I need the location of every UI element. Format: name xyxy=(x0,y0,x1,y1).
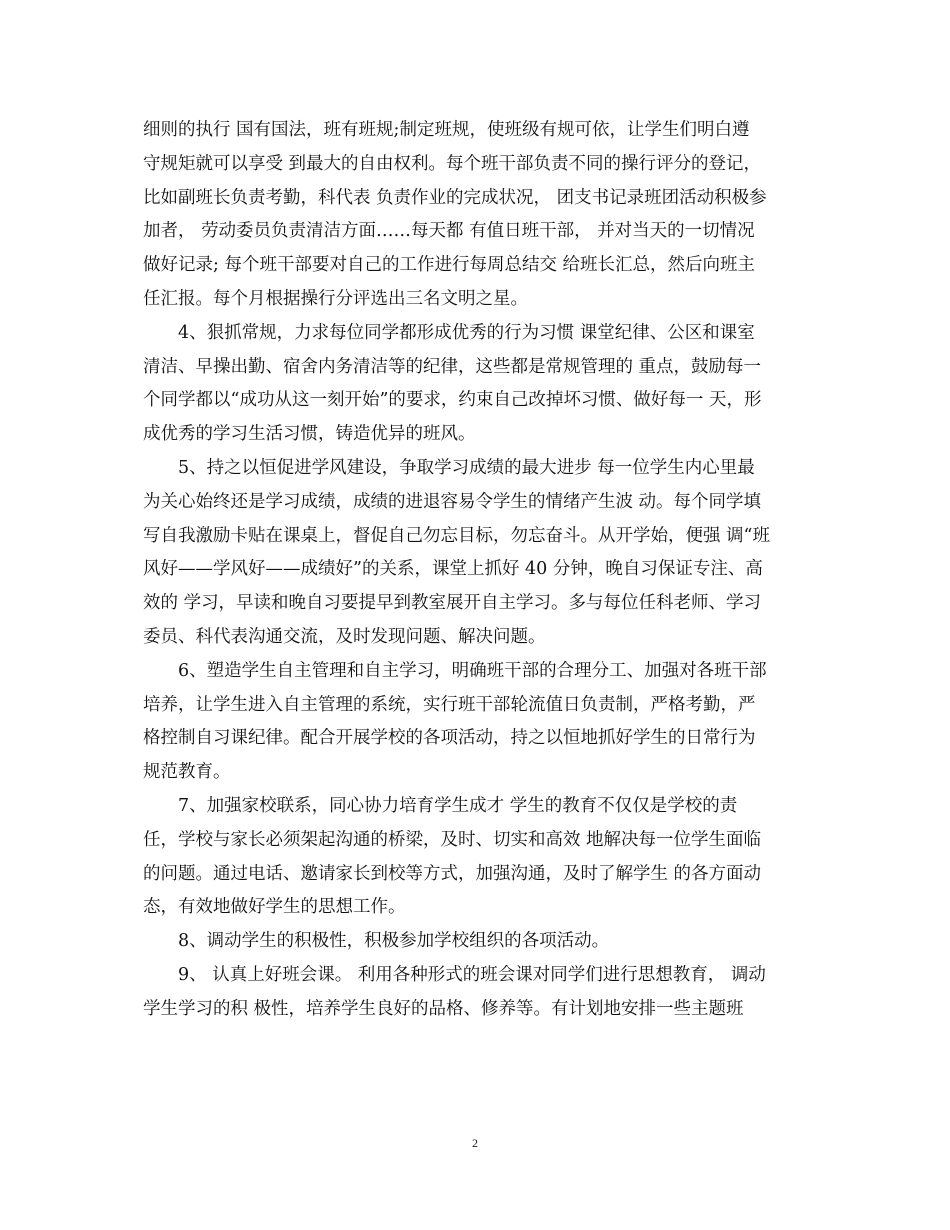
text-line: 清洁、早操出勤、宿舍内务清洁等的纪律，这些都是常规管理的 重点，鼓励每一 xyxy=(143,356,762,377)
paragraph-item-5 xyxy=(143,452,813,655)
text-line: 写自我激励卡贴在课桌上，督促自己勿忘目标，勿忘奋斗。从开学始，便强 调“班 xyxy=(143,525,771,546)
text-line: 为关心始终还是学习成绩，成绩的进退容易令学生的情绪产生波 动。每个同学填 xyxy=(143,491,762,512)
paragraph-item-7 xyxy=(143,790,813,925)
text-line: 8、调动学生的积极性，积极参加学校组织的各项活动。 xyxy=(143,931,610,952)
text-line: 守规矩就可以享受 到最大的自由权利。每个班干部负责不同的操行评分的登记， xyxy=(143,153,762,174)
text-line: 细则的执行 国有国法，班有班规;制定班规，使班级有规可依，让学生们明白遵 xyxy=(143,120,750,140)
text-line: 个同学都以“成功从这一刻开始”的要求，约束自己改掉坏习惯、做好每一 天，形 xyxy=(143,390,762,411)
text-line: 4、狠抓常规，力求每位同学都形成优秀的行为习惯 课堂纪律、公区和课室 xyxy=(143,322,755,343)
page-number: 2 xyxy=(472,1136,478,1150)
text-line: 9、 认真上好班会课。 利用各种形式的班会课对同学们进行思想教育， 调动 xyxy=(143,964,766,985)
text-line: 态，有效地做好学生的思想工作。 xyxy=(143,897,406,918)
paragraph-item-4 xyxy=(143,317,813,452)
document-body xyxy=(143,114,813,1027)
text-line: 的问题。通过电话、邀请家长到校等方式，加强沟通，及时了解学生 的各方面动 xyxy=(143,863,762,884)
text-line: 委员、科代表沟通交流，及时发现问题、解决问题。 xyxy=(143,626,546,647)
text-line: 学生学习的积 极性，培养学生良好的品格、修养等。有计划地安排一些主题班 xyxy=(143,998,744,1019)
text-line: 规范教育。 xyxy=(143,762,231,783)
text-line: 做好记录; 每个班干部要对自己的工作进行每周总结交 给班长汇总，然后向班主 xyxy=(143,255,756,276)
text-line: 加者， 劳动委员负责清洁方面……每天都 有值日班干部， 并对当天的一切情况 xyxy=(143,221,755,242)
text-line: 7、加强家校联系，同心协力培育学生成才 学生的教育不仅仅是学校的责 xyxy=(143,795,738,816)
text-line: 效的 学习，早读和晚自习要提早到教室展开自主学习。多与每位任科老师、学习 xyxy=(143,593,762,614)
text-line: 5、持之以恒促进学风建设，争取学习成绩的最大进步 每一位学生内心里最 xyxy=(143,457,755,478)
text-line: 6、塑造学生自主管理和自主学习，明确班干部的合理分工、加强对各班干部 xyxy=(143,660,767,681)
paragraph-class-rules xyxy=(143,114,813,317)
text-line: 培养，让学生进入自主管理的系统，实行班干部轮流值日负责制，严格考勤，严 xyxy=(143,694,756,715)
text-line: 比如副班长负责考勤，科代表 负责作业的完成状况， 团支书记录班团活动积极参 xyxy=(143,187,767,208)
text-line: 风好——学风好——成绩好”的关系，课堂上抓好 40 分钟，晚自习保证专注、高 xyxy=(143,559,763,580)
paragraph-item-6 xyxy=(143,655,813,790)
paragraph-item-8 xyxy=(143,925,813,959)
text-line: 格控制自习课纪律。配合开展学校的各项活动，持之以恒地抓好学生的日常行为 xyxy=(143,728,756,749)
text-line: 任，学校与家长必须架起沟通的桥梁，及时、切实和高效 地解决每一位学生面临 xyxy=(143,829,762,850)
paragraph-item-9 xyxy=(143,959,813,1027)
text-line: 任汇报。每个月根据操行分评选出三名文明之星。 xyxy=(143,288,528,309)
text-line: 成优秀的学习生活习惯，铸造优异的班风。 xyxy=(143,424,476,445)
